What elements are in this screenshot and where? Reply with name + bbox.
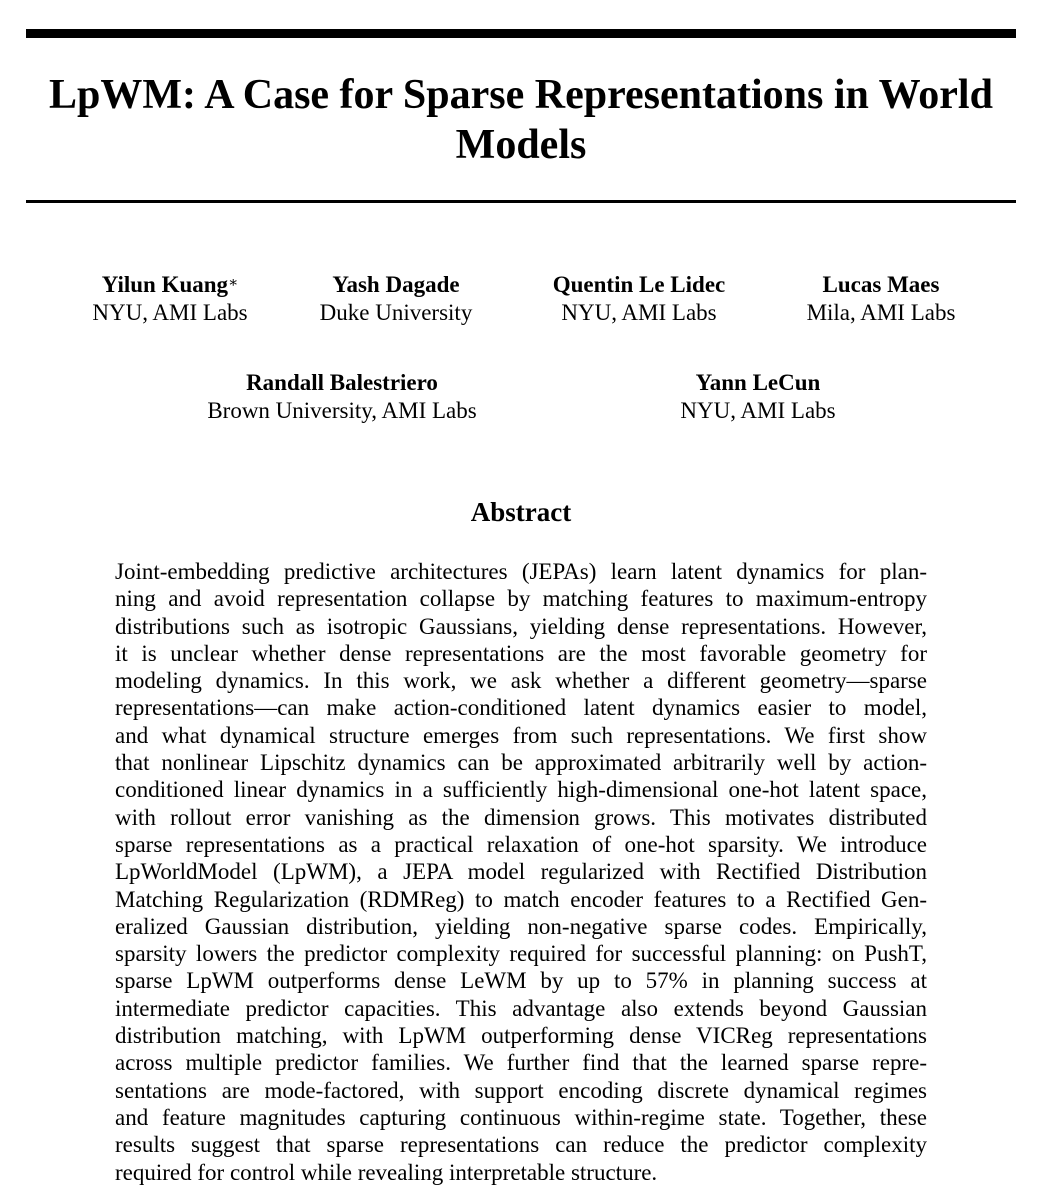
abstract-line: sparse representations as a practical relaxation of one-hot sparsity. We introduce xyxy=(115,831,927,857)
abstract-line: results suggest that sparse representations can reduce the predictor complexity xyxy=(115,1132,927,1158)
author-affiliation: Duke University xyxy=(319,300,473,325)
abstract-line: modeling dynamics. In this work, we ask whether a different geometry—sparse xyxy=(115,668,927,694)
top-rule xyxy=(26,29,1016,38)
abstract-line: it is unclear whether dense representations are the most favorable geometry for xyxy=(115,640,927,666)
author-name: Yash Dagade xyxy=(332,272,460,297)
abstract-line: ning and avoid representation collapse by matching features to maximum-entropy xyxy=(115,586,927,612)
author-block xyxy=(771,271,991,327)
abstract-line: with rollout error vanishing as the dimension grows. This motivates distributed xyxy=(115,804,927,830)
author-block xyxy=(172,369,512,425)
author-name: Yilun Kuang∗ xyxy=(101,272,239,297)
author-block xyxy=(628,369,888,425)
author-affiliation: Brown University, AMI Labs xyxy=(207,398,477,423)
abstract-line: across multiple predictor families. We further find that the learned sparse repre- xyxy=(115,1050,927,1076)
author-block xyxy=(529,271,749,327)
author-name: Lucas Maes xyxy=(822,272,940,297)
author-affiliation: NYU, AMI Labs xyxy=(561,300,717,325)
abstract-line: representations—can make action-conditioned latent dynamics easier to model, xyxy=(115,695,927,721)
abstract-line: intermediate predictor capacities. This advantage also extends beyond Gaussian xyxy=(115,995,927,1021)
author-name: Quentin Le Lidec xyxy=(552,272,726,297)
author-affiliation: NYU, AMI Labs xyxy=(680,398,836,423)
abstract-line: eralized Gaussian distribution, yielding non-negative sparse codes. Empirically, xyxy=(115,913,927,939)
abstract-line: and feature magnitudes capturing continuous within-regime state. Together, these xyxy=(115,1104,927,1130)
abstract-line: that nonlinear Lipschitz dynamics can be approximated arbitrarily well by action- xyxy=(115,750,927,776)
abstract-line: sentations are mode-factored, with support encoding discrete dynamical regimes xyxy=(115,1077,927,1103)
abstract-line: required for control while revealing interpretable structure. xyxy=(115,1159,658,1185)
abstract-line: distribution matching, with LpWM outperforming dense VICReg representations xyxy=(115,1023,927,1049)
paper-title: LpWM: A Case for Sparse Representations in World Models xyxy=(49,72,993,168)
title-bottom-rule xyxy=(26,200,1016,203)
abstract-line: Joint-embedding predictive architectures (JEPAs) learn latent dynamics for plan- xyxy=(115,559,927,584)
abstract-line: sparse LpWM outperforms dense LeWM by up to 57% in planning success at xyxy=(115,968,927,994)
author-block xyxy=(60,271,280,327)
abstract-line: LpWorldModel (LpWM), a JEPA model regularized with Rectified Distribution xyxy=(115,859,927,885)
abstract-line: and what dynamical structure emerges from such representations. We first show xyxy=(115,722,927,748)
abstract-line: sparsity lowers the predictor complexity required for successful planning: on PushT, xyxy=(115,941,927,967)
abstract-line: distributions such as isotropic Gaussians, yielding dense representations. However, xyxy=(115,613,927,639)
author-block xyxy=(286,271,506,327)
abstract-body xyxy=(115,558,927,1186)
corresponding-author-mark: ∗ xyxy=(228,275,239,291)
abstract-line: conditioned linear dynamics in a sufficiently high-dimensional one-hot latent space, xyxy=(115,777,927,803)
author-affiliation: NYU, AMI Labs xyxy=(92,300,248,325)
author-name: Yann LeCun xyxy=(695,370,821,395)
author-name: Randall Balestriero xyxy=(246,370,438,395)
author-affiliation: Mila, AMI Labs xyxy=(806,300,956,325)
abstract-line: Matching Regularization (RDMReg) to match encoder features to a Rectified Gen- xyxy=(115,886,927,912)
abstract-heading: Abstract xyxy=(470,497,572,527)
